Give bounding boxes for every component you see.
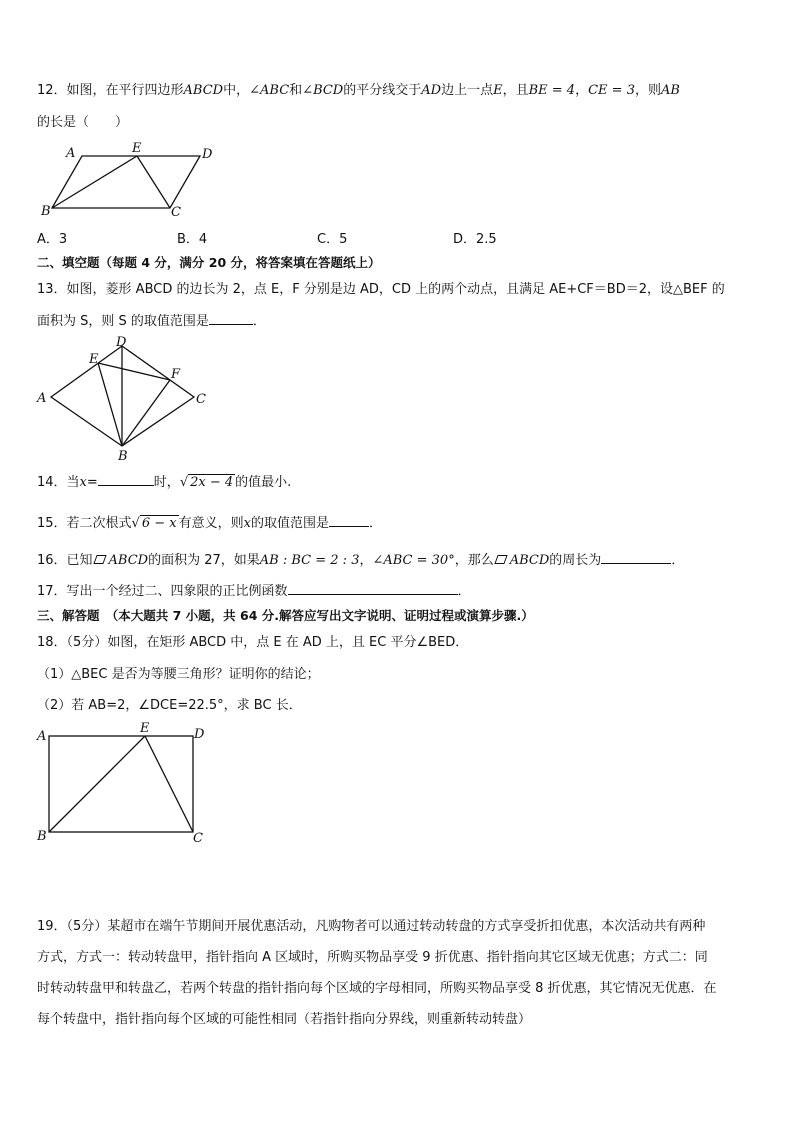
q14-radicand: 2x − 4 xyxy=(190,475,234,490)
q17-text: 17．写出一个经过二、四象限的正比例函数 xyxy=(37,584,288,599)
q12-line1: 12．如图，在平行四边形ABCD中，∠ABC和∠BCD的平分线交于AD边上一点E，且BE = 4，CE = 3，则AB xyxy=(37,83,680,98)
q13-segment-ef xyxy=(98,363,170,380)
q12-text: 和 xyxy=(289,83,303,98)
q12-label-d: D xyxy=(202,147,213,162)
q17-answer-blank[interactable] xyxy=(288,582,458,595)
q18-label-e: E xyxy=(140,721,150,736)
q16-ratio: AB : BC = 2 : 3 xyxy=(259,553,360,568)
q15-text: 有意义，则 xyxy=(178,516,244,531)
q19-line4: 每个转盘中，指针指向每个区域的可能性相同（若指针指向分界线，则重新转动转盘） xyxy=(37,1012,532,1027)
q13-label-e: E xyxy=(89,352,99,367)
q12-text: 的平分线交于 xyxy=(343,83,422,98)
q12-label-b: B xyxy=(41,204,51,219)
q18-segment-ec xyxy=(145,736,193,832)
q12-option-d: D．2.5 xyxy=(453,232,497,247)
q16-angle: ∠ABC = 30° xyxy=(372,553,455,568)
section-fill-in-heading: 二、填空题（每题 4 分，满分 20 分，将答案填在答题纸上） xyxy=(37,255,381,270)
q13-label-c: C xyxy=(196,392,206,407)
q18-line2: （1）△BEC 是否为等腰三角形？证明你的结论； xyxy=(37,667,320,682)
q13-line2 xyxy=(37,312,266,331)
q12-segment-ec xyxy=(137,156,170,208)
q12-text: 12．如图，在平行四边形 xyxy=(37,83,184,98)
q15-radicand: 6 − x xyxy=(141,516,177,531)
q18-figure xyxy=(34,720,214,848)
q14-text: 时， xyxy=(153,475,180,490)
q18-line3: （2）若 AB=2，∠DCE=22.5°，求 BC 长． xyxy=(37,698,302,713)
q16-line xyxy=(37,551,684,570)
q19-line2: 方式，方式一：转动转盘甲，指针指向 A 区域时，所购买物品享受 9 折优惠、指针指向其它区域无优惠；方式二：同 xyxy=(37,950,708,965)
parallelogram-symbol-icon xyxy=(494,555,507,564)
q12-label-c: C xyxy=(171,205,181,220)
q14-answer-blank[interactable] xyxy=(98,473,154,486)
q13-label-a: A xyxy=(37,391,47,406)
q12-text: ，则 xyxy=(634,83,661,98)
q16-answer-blank[interactable] xyxy=(601,551,671,564)
q14-x: x xyxy=(79,475,87,490)
q15-end: ． xyxy=(368,516,382,531)
section-solution-heading: 三、解答题 （本大题共 7 小题，共 64 分.解答应写出文字说明、证明过程或演算步骤.） xyxy=(37,608,534,623)
q18-label-a: A xyxy=(37,729,47,744)
q17-end: ． xyxy=(457,584,471,599)
q16-end: ． xyxy=(671,553,685,568)
q16-text: 的面积为 27，如果 xyxy=(148,553,260,568)
q12-e: E xyxy=(493,83,503,98)
q13-label-b: B xyxy=(118,449,128,462)
q13-label-d: D xyxy=(116,335,127,350)
q18-line1: 18．（5分）如图，在矩形 ABCD 中，点 E 在 AD 上，且 EC 平分∠BED． xyxy=(37,635,469,650)
q12-option-c: C．5 xyxy=(317,232,348,247)
q12-abcd: ABCD xyxy=(183,83,224,98)
q13-label-f: F xyxy=(171,367,181,382)
q13-text: 面积为 S，则 S 的取值范围是 xyxy=(37,314,209,329)
q18-label-b: B xyxy=(37,829,47,844)
q17-line xyxy=(37,582,471,601)
q12-text: ，且 xyxy=(502,83,529,98)
q14-eq: = xyxy=(86,475,98,490)
q19-line3: 时转动转盘甲和转盘乙，若两个转盘的指针指向每个区域的字母相同，所购买物品享受 8 折优惠，其它情况无优惠．在 xyxy=(37,981,717,996)
q16-text: 的周长为 xyxy=(549,553,602,568)
q15-text: 15．若二次根式 xyxy=(37,516,132,531)
q12-label-a: A xyxy=(66,146,76,161)
q14-line: 14．当x= 时，√ 2x − 4 的值最小. xyxy=(37,475,292,490)
q12-text: 边上一点 xyxy=(441,83,494,98)
q16-text: ，那么 xyxy=(454,553,494,568)
q12-ab: AB xyxy=(660,83,680,98)
q13-figure xyxy=(34,334,214,462)
q16-text: 16．已知 xyxy=(37,553,93,568)
q13-end: ． xyxy=(252,314,266,329)
q12-text: 中， xyxy=(223,83,250,98)
q12-ad: AD xyxy=(421,83,442,98)
q12-label-e: E xyxy=(132,141,142,156)
q19-line1: 19．（5分）某超市在端午节期间开展优惠活动，凡购物者可以通过转动转盘的方式享受折扣优惠，本次活动共有两种 xyxy=(37,919,706,934)
q13-segment-be xyxy=(98,363,122,446)
q12-figure xyxy=(36,140,226,220)
parallelogram-symbol-icon xyxy=(93,555,106,564)
q18-rectangle xyxy=(49,736,193,832)
q15-x: x xyxy=(243,516,251,531)
q14-text: 14．当 xyxy=(37,475,80,490)
q12-line2: 的长是（ ） xyxy=(37,115,129,130)
q12-option-b: B．4 xyxy=(177,232,208,247)
q12-angle-abc: ∠ABC xyxy=(249,83,290,98)
q12-be: BE = 4 xyxy=(528,83,576,98)
q16-abcd: ABCD xyxy=(108,553,149,568)
q15-line: 15．若二次根式√ 6 − x 有意义，则x的取值范围是 ． xyxy=(37,516,382,531)
q12-ce: CE = 3 xyxy=(588,83,635,98)
q12-parallelogram xyxy=(52,156,200,208)
q13-answer-blank[interactable] xyxy=(209,312,253,325)
q18-segment-be xyxy=(49,736,145,832)
q15-answer-blank[interactable] xyxy=(329,514,369,527)
q12-angle-bcd: ∠BCD xyxy=(302,83,344,98)
q16-text: ， xyxy=(359,553,373,568)
q12-segment-be xyxy=(52,156,137,208)
q13-line1: 13．如图，菱形 ABCD 的边长为 2，点 E，F 分别是边 AD，CD 上的两个动点，且满足 AE+CF＝BD＝2，设△BEF 的 xyxy=(37,282,725,297)
q18-label-d: D xyxy=(194,727,205,742)
q18-label-c: C xyxy=(193,831,203,846)
q12-option-a: A．3 xyxy=(37,232,68,247)
q15-text: 的取值范围是 xyxy=(250,516,329,531)
q14-text: 的值最小. xyxy=(235,475,292,490)
q13-segment-bf xyxy=(122,380,170,446)
q16-abcd: ABCD xyxy=(509,553,550,568)
